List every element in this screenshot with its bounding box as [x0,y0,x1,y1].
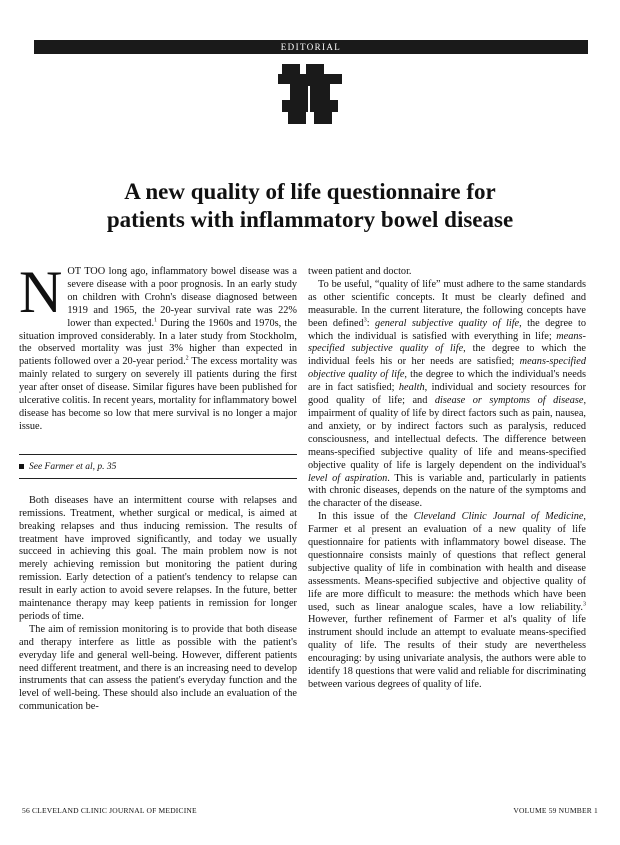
paragraph-course: Both diseases have an intermittent course with relapses and remissions. Treatment, whether surgical or medical, is aimed at breaking relapses and thus inducing remission. The results of treatment have improved significantly, and today we usually succeed in achieving this goal. The main problem now is not merely achieving remission but monitoring the patient during remission. Early detection of a patient's tendency to relapse can result in early action to avoid severe relapses. In the future, better maintenance therapy may keep patients in remission for longer periods of time. [19,494,297,622]
dropcap: N [19,259,63,325]
paragraph-definitions: To be useful, “quality of life” must adhere to the same standards as other scientific concepts. It must be clearly defined and measurable. In the current literature, the following concepts have been defined$^3$: general subjective quality of life, the degree to which the individual is satisfied with everything in life; means-specified subjective quality of life, the degree to which the individual feels his or her needs are satisfied; means-specified objective quality of life, the degree to which the individual's needs are in fact satisfied; health, individual and society resources for good quality of life; and disease or symptoms of disease, impairment of quality of life by direct factors such as pain, nausea, and anxiety, or by indirect factors such as paralysis, reduced consciousness, and intellectual defects. The difference between means-specified subjective quality of life and means-specified objective quality of life is largely dependent on the individual's level of aspiration. This is variable and, particularly in patients with chronic diseases, depends on the nature of the symptoms and the character of the disease. [308,278,587,510]
paragraph-intro: NOT TOO long ago, inflammatory bowel disease was a severe disease with a poor prognosis. In an early study on children with Crohn's disease diagnosed between 1919 and 1965, the 20-year survival rate was 22% lower than expected.$^1$ During the 1960s and 1970s, the situation improved considerably. In a later study from Stockholm, the observed mortality was just 3% higher than expected in patients followed over a 20-year period.$^2$ The excess mortality was mainly related to surgery on severely ill patients during the first year after onset of disease. Similar figures have been published for ulcerative colitis. In recent years, mortality for inflammatory bowel disease has become so low that mere survival is no longer a major issue. [19,259,297,432]
article-title [30,178,590,234]
paragraph-continuation: tween patient and doctor. [308,266,412,277]
reference-3b: 3 [583,601,586,608]
title-line-1: A new quality of life questionnaire for [124,179,496,204]
journal-logo-icon [278,64,342,124]
right-column [308,266,586,692]
left-column [19,259,297,714]
title-line-2: patients with inflammatory bowel disease [106,207,514,232]
footer-volume: VOLUME 59 NUMBER 1 [513,806,598,815]
reference-2: 2 [185,355,189,362]
square-bullet-icon [19,464,24,469]
reference-1: 1 [154,317,158,324]
section-banner: EDITORIAL [34,40,588,54]
journal-name: Cleveland Clinic Journal of Medicine [413,511,584,523]
paragraph-this-issue: In this issue of the Cleveland Clinic Journal of Medicine, Farmer et al present an evaluation of a new quality of life questionnaire for patients with inflammatory bowel disease. The questionnaire consists mainly of questions that reflect general subjective quality of life in combination with health and disease assessments. Means-specified subjective and objective quality of life are more difficult to measure: the methods which have been used, such as linear analogue scales, have a low reliability.$^3$ However, further refinement of Farmer et al's quality of life instrument should include an attempt to evaluate means-specified quality of life. The results of their study are nevertheless encouraging: by using univariate analysis, the authors were able to identify 18 questions that were valid and reliable for discriminating between various degrees of quality of life. [308,511,586,690]
reference-3: 3 [363,317,367,324]
footer-journal: 56 CLEVELAND CLINIC JOURNAL OF MEDICINE [22,806,197,815]
see-also-note: See Farmer et al, p. 35 [19,454,297,479]
paragraph-aim: The aim of remission monitoring is to provide that both disease and therapy interfere as little as possible with the patient's everyday life and general well-being. However, different patients need different treatment, and there is an increasing need to develop instruments that can assess the patient's everyday function and the level of well-being. These should also include an evaluation of the communication be- [19,623,297,713]
